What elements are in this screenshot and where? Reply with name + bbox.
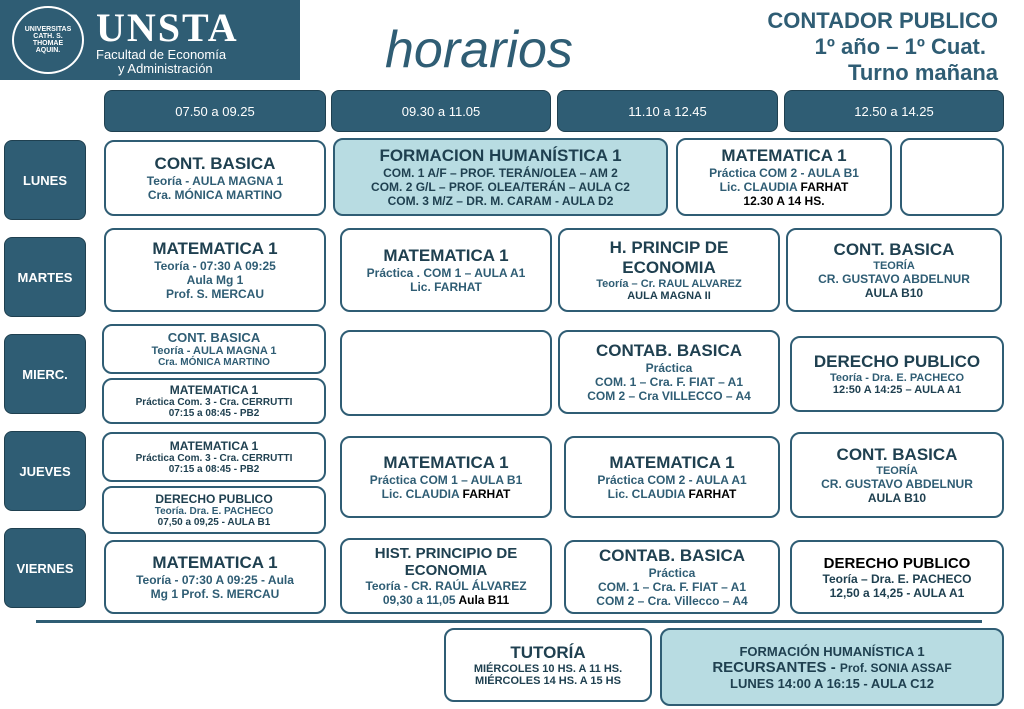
day-miercoles: MIERC.	[4, 334, 86, 414]
mierc-slot-2-empty	[340, 330, 552, 416]
career-name: CONTADOR PUBLICO	[767, 8, 998, 33]
lunes-slot-4-empty	[900, 138, 1004, 216]
year-term: 1º año – 1º Cuat.	[814, 34, 986, 59]
lunes-slot-3: MATEMATICA 1 Práctica COM 2 - AULA B1 Lic. CLAUDIA FARHAT 12.30 A 14 HS.	[676, 138, 892, 216]
time-slot-3: 11.10 a 12.45	[557, 90, 778, 132]
logo-text: UNSTA	[96, 5, 239, 50]
tutoria-box: TUTORÍA MIÉRCOLES 10 HS. A 11 HS. MIÉRCOLES 14 HS. A 15 HS	[444, 628, 652, 702]
martes-slot-4: CONT. BASICA TEORÍA CR. GUSTAVO ABDELNUR AULA B10	[786, 228, 1002, 312]
time-slot-4: 12.50 a 14.25	[784, 90, 1004, 132]
university-seal-icon: UNIVERSITAS CATH. S. THOMAE AQUIN.	[12, 6, 84, 74]
time-slot-2: 09.30 a 11.05	[331, 90, 551, 132]
jueves-slot-3: MATEMATICA 1 Práctica COM 2 - AULA A1 Lic. CLAUDIA FARHAT	[564, 436, 780, 518]
day-viernes: VIERNES	[4, 528, 86, 608]
viernes-slot-3: CONTAB. BASICA Práctica COM. 1 – Cra. F. FIAT – A1 COM 2 – Cra. Villecco – A4	[564, 540, 780, 614]
martes-slot-3: H. PRINCIP DE ECONOMIA Teoría – Cr. RAUL ALVAREZ AULA MAGNA II	[558, 228, 780, 312]
day-lunes: LUNES	[4, 140, 86, 220]
jueves-slot-2: MATEMATICA 1 Práctica COM 1 – AULA B1 Lic. CLAUDIA FARHAT	[340, 436, 552, 518]
viernes-slot-1: MATEMATICA 1 Teoría - 07:30 A 09:25 - Aula Mg 1 Prof. S. MERCAU	[104, 540, 326, 614]
day-jueves: JUEVES	[4, 431, 86, 511]
martes-slot-2: MATEMATICA 1 Práctica . COM 1 – AULA A1 Lic. FARHAT	[340, 228, 552, 312]
faculty-name: Facultad de Economía y Administración	[96, 47, 227, 76]
mierc-slot-3: CONTAB. BASICA Práctica COM. 1 – Cra. F. FIAT – A1 COM 2 – Cra VILLECCO – A4	[558, 330, 780, 414]
viernes-slot-2: HIST. PRINCIPIO DE ECONOMIA Teoría - CR. RAÚL ÁLVAREZ 09,30 a 11,05 Aula B11	[340, 538, 552, 614]
university-logo	[0, 0, 300, 80]
viernes-slot-4: DERECHO PUBLICO Teoría – Dra. E. PACHECO 12,50 a 14,25 - AULA A1	[790, 540, 1004, 614]
jueves-slot-1b: DERECHO PUBLICO Teoría. Dra. E. PACHECO 07,50 a 09,25 - AULA B1	[102, 486, 326, 534]
shift: Turno mañana	[848, 60, 998, 85]
lunes-slot-2: FORMACION HUMANÍSTICA 1 COM. 1 A/F – PROF. TERÁN/OLEA – AM 2 COM. 2 G/L – PROF. OLEA/TERÁN – AULA C2 COM. 3 M/Z – DR. M. CARAM - AULA D2	[333, 138, 668, 216]
lunes-slot-1: CONT. BASICA Teoría - AULA MAGNA 1 Cra. MÓNICA MARTINO	[104, 140, 326, 216]
time-slot-1: 07.50 a 09.25	[104, 90, 326, 132]
recursantes-box: FORMACIÓN HUMANÍSTICA 1 RECURSANTES - Prof. SONIA ASSAF LUNES 14:00 A 16:15 - AULA C12	[660, 628, 1004, 706]
career-info	[767, 8, 998, 86]
jueves-slot-4: CONT. BASICA TEORÍA CR. GUSTAVO ABDELNUR AULA B10	[790, 432, 1004, 518]
divider	[36, 620, 982, 623]
mierc-slot-1a: CONT. BASICA Teoría - AULA MAGNA 1 Cra. MÓNICA MARTINO	[102, 324, 326, 374]
jueves-slot-1a: MATEMATICA 1 Práctica Com. 3 - Cra. CERRUTTI 07:15 a 08:45 - PB2	[102, 432, 326, 482]
martes-slot-1: MATEMATICA 1 Teoría - 07:30 A 09:25 Aula Mg 1 Prof. S. MERCAU	[104, 228, 326, 312]
day-martes: MARTES	[4, 237, 86, 317]
mierc-slot-4: DERECHO PUBLICO Teoría - Dra. E. PACHECO 12:50 A 14:25 – AULA A1	[790, 336, 1004, 412]
mierc-slot-1b: MATEMATICA 1 Práctica Com. 3 - Cra. CERRUTTI 07:15 a 08:45 - PB2	[102, 378, 326, 424]
page-title: horarios	[385, 21, 573, 79]
